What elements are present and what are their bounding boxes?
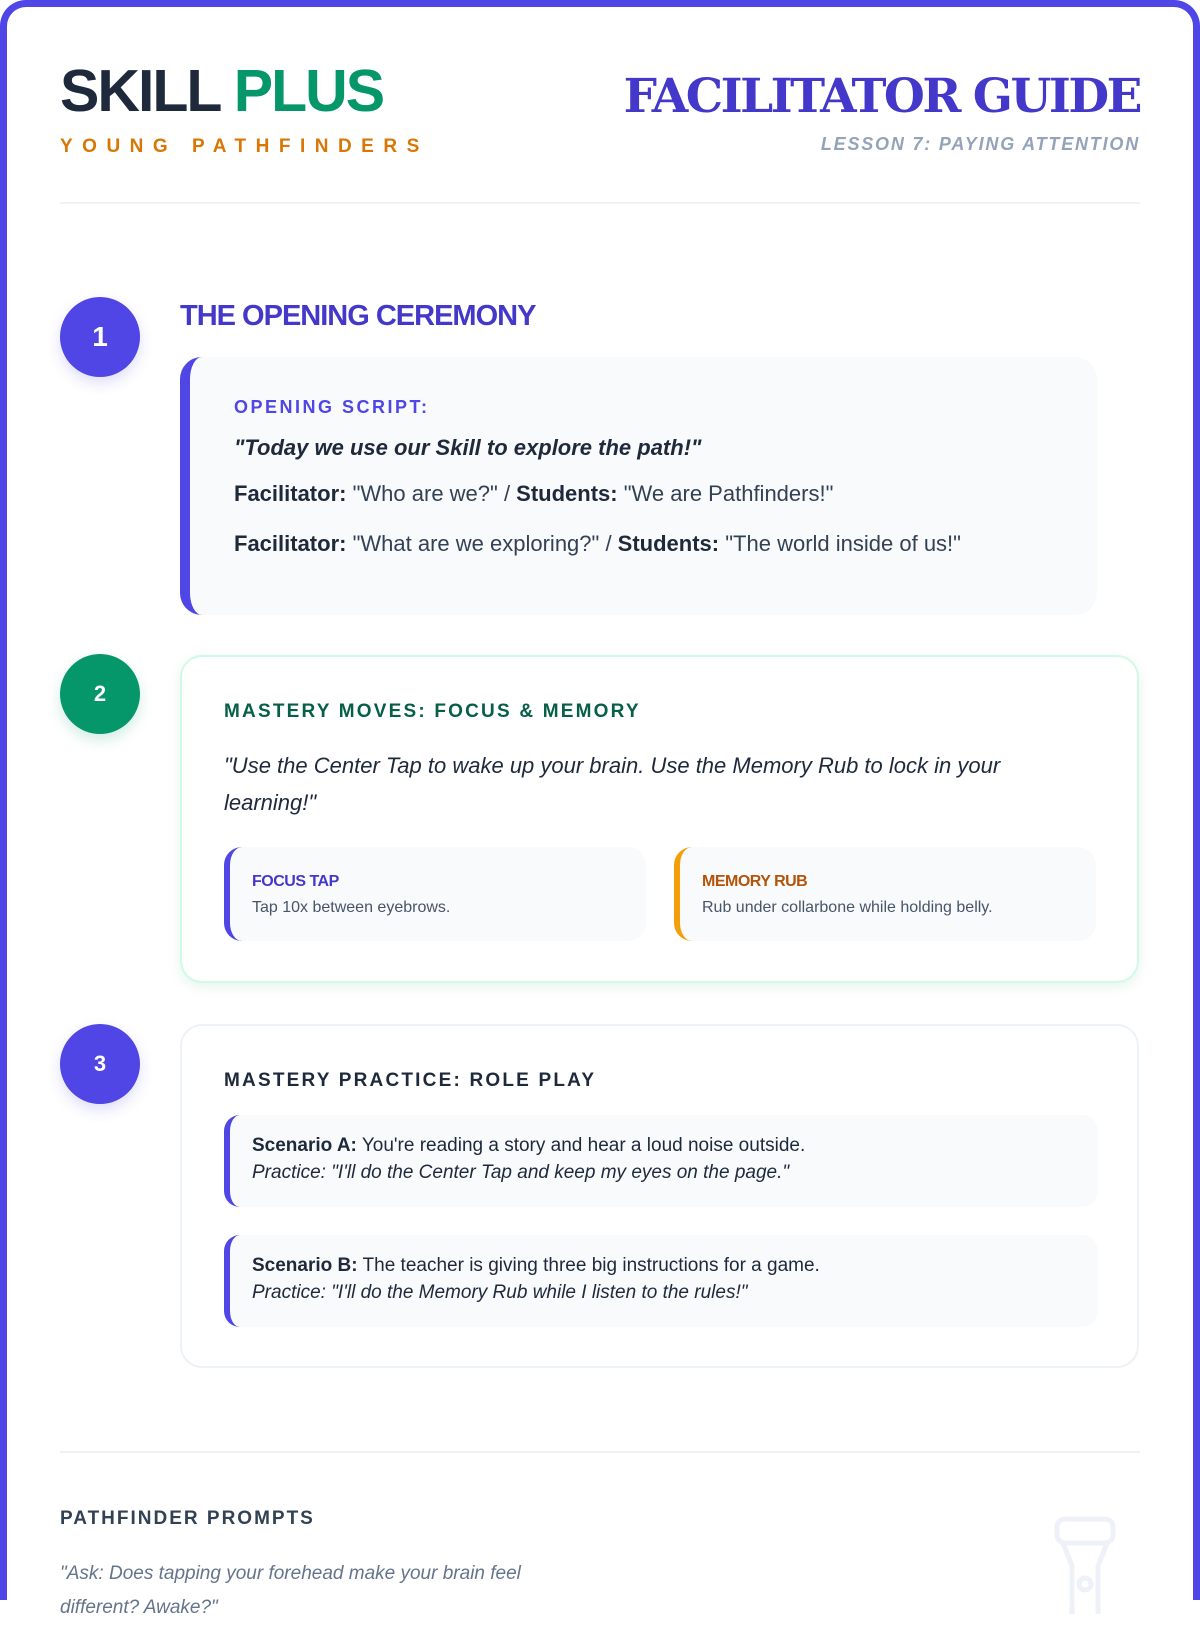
prompts-title: PATHFINDER PROMPTS bbox=[60, 1508, 315, 1529]
scenario-label: Scenario A: bbox=[252, 1135, 357, 1156]
role-play-card bbox=[180, 1024, 1139, 1368]
script-text: "Who are we?" / bbox=[352, 481, 517, 506]
mastery-moves-card bbox=[180, 655, 1139, 983]
scenario-practice: Practice: "I'll do the Center Tap and keep my eyes on the page." bbox=[252, 1162, 790, 1183]
flashlight-icon bbox=[1052, 1514, 1118, 1619]
prompts-divider bbox=[60, 1451, 1140, 1453]
scenario-line bbox=[252, 1255, 1098, 1277]
speaker-label: Students: bbox=[617, 531, 720, 556]
step-number-3: 3 bbox=[60, 1024, 140, 1104]
brand-subtitle: YOUNG PATHFINDERS bbox=[60, 136, 429, 157]
brand-title-plus: PLUS bbox=[233, 58, 384, 124]
guide-block bbox=[624, 68, 1140, 155]
prompts-text: "Ask: Does tapping your forehead make your brain feel different? Awake?" bbox=[60, 1563, 521, 1618]
memory-rub-card bbox=[674, 847, 1096, 941]
script-text: "We are Pathfinders!" bbox=[623, 481, 834, 506]
focus-tap-card bbox=[224, 847, 646, 941]
opening-quote: "Today we use our Skill to explore the path!" bbox=[234, 435, 702, 460]
mastery-moves-quote: "Use the Center Tap to wake up your brain. Use the Memory Rub to lock in your learning!" bbox=[224, 753, 1001, 815]
move-description: Tap 10x between eyebrows. bbox=[252, 899, 451, 916]
opening-script-label: OPENING SCRIPT: bbox=[234, 397, 430, 417]
opening-script-card bbox=[180, 357, 1097, 615]
section-title-opening: THE OPENING CEREMONY bbox=[180, 300, 536, 332]
speaker-label: Students: bbox=[516, 481, 618, 506]
scenario-b bbox=[224, 1235, 1098, 1327]
script-line-1 bbox=[234, 481, 1097, 507]
scenario-a bbox=[224, 1115, 1098, 1207]
guide-title: FACILITATOR GUIDE bbox=[623, 69, 1140, 124]
scenario-line bbox=[252, 1135, 1098, 1157]
scenario-practice: Practice: "I'll do the Memory Rub while I listen to the rules!" bbox=[252, 1282, 748, 1303]
header-divider bbox=[60, 202, 1140, 204]
mastery-moves-title: MASTERY MOVES: FOCUS & MEMORY bbox=[224, 701, 641, 722]
speaker-label: Facilitator: bbox=[234, 531, 347, 556]
script-text: "What are we exploring?" / bbox=[352, 531, 618, 556]
move-title: MEMORY RUB bbox=[702, 873, 808, 890]
brand-block bbox=[60, 58, 429, 158]
move-description: Rub under collarbone while holding belly. bbox=[702, 899, 993, 916]
script-text: "The world inside of us!" bbox=[725, 531, 961, 556]
brand-title-skill: SKILL bbox=[60, 58, 220, 124]
lesson-subtitle: LESSON 7: PAYING ATTENTION bbox=[820, 134, 1140, 154]
role-play-title: MASTERY PRACTICE: ROLE PLAY bbox=[224, 1070, 597, 1091]
speaker-label: Facilitator: bbox=[234, 481, 347, 506]
brand-title bbox=[60, 58, 429, 124]
scenario-label: Scenario B: bbox=[252, 1255, 358, 1276]
script-line-2 bbox=[234, 531, 1097, 557]
step-number-1: 1 bbox=[60, 297, 140, 377]
step-number-2: 2 bbox=[60, 654, 140, 734]
scenario-text: You're reading a story and hear a loud noise outside. bbox=[361, 1135, 806, 1156]
scenario-text: The teacher is giving three big instructions for a game. bbox=[362, 1255, 820, 1276]
move-title: FOCUS TAP bbox=[252, 873, 339, 890]
